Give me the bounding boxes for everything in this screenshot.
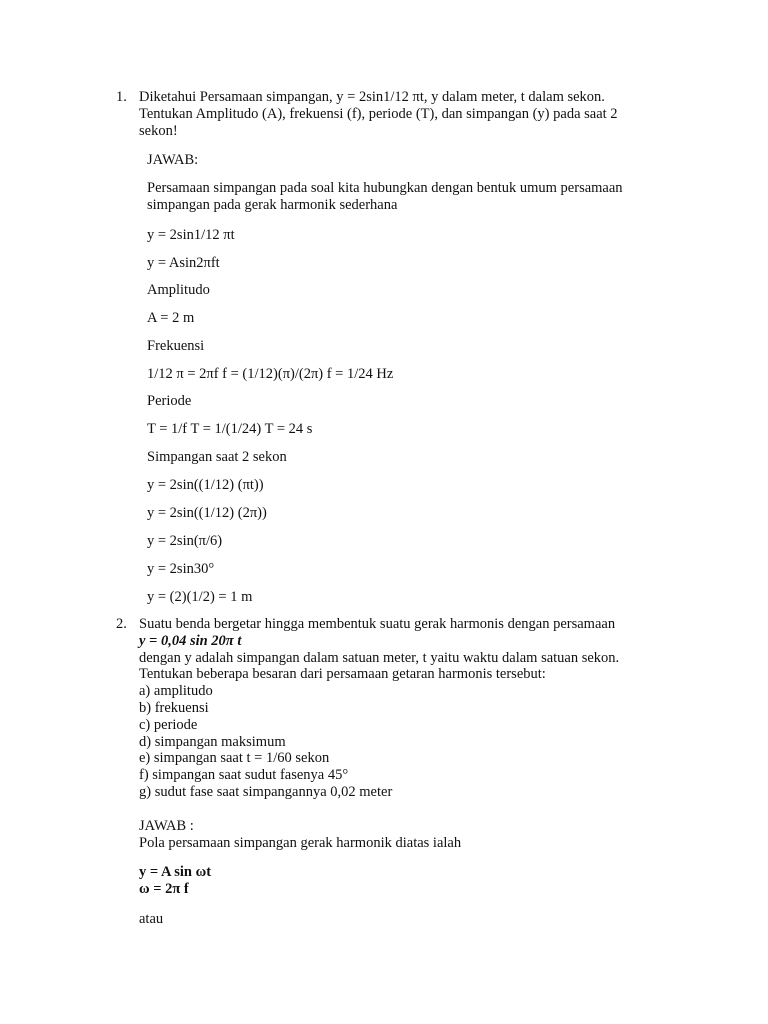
answer-2-formulas	[139, 864, 699, 898]
question-2-text	[139, 616, 699, 801]
question-2-option: d) simpangan maksimum	[139, 733, 286, 750]
answer-1-step: y = 2sin((1/12) (2π))	[147, 505, 267, 521]
answer-2-heading: JAWAB :	[139, 818, 194, 834]
question-1-line: sekon!	[139, 123, 178, 139]
answer-1-step: y = 2sin1/12 πt	[147, 227, 235, 243]
question-2-line: Suatu benda bergetar hingga membentuk suatu gerak harmonis dengan persamaan	[139, 616, 616, 632]
answer-1-step: T = 1/f T = 1/(1/24) T = 24 s	[147, 421, 313, 437]
question-2-option: e) simpangan saat t = 1/60 sekon	[139, 750, 330, 767]
question-2-number: 2.	[116, 616, 127, 632]
question-1-line: Tentukan Amplitudo (A), frekuensi (f), periode (T), dan simpangan (y) pada saat 2	[139, 106, 618, 122]
answer-1-step: y = Asin2πft	[147, 255, 220, 271]
answer-1-step: Amplitudo	[147, 282, 210, 298]
answer-1-step: 1/12 π = 2πf f = (1/12)(π)/(2π) f = 1/24 Hz	[147, 366, 394, 382]
answer-1-intro	[147, 180, 687, 214]
answer-2-formula: ω = 2π f	[139, 880, 189, 897]
answer-1-heading: JAWAB:	[147, 152, 199, 168]
answer-1-intro-line: simpangan pada gerak harmonik sederhana	[147, 197, 398, 213]
answer-2-formula: y = A sin ωt	[139, 864, 212, 880]
answer-1-step: A = 2 m	[147, 310, 195, 326]
answer-1-step: y = 2sin((1/12) (πt))	[147, 477, 264, 493]
question-2-equation: y = 0,04 sin 20π t	[139, 632, 242, 649]
question-1-text	[139, 89, 679, 140]
answer-2-intro: Pola persamaan simpangan gerak harmonik diatas ialah	[139, 834, 462, 851]
question-2-line: Tentukan beberapa besaran dari persamaan getaran harmonis tersebut:	[139, 666, 546, 683]
answer-1-intro-line: Persamaan simpangan pada soal kita hubungkan dengan bentuk umum persamaan	[147, 180, 623, 196]
answer-1-step: Frekuensi	[147, 338, 205, 354]
answer-1-step: y = 2sin30°	[147, 561, 215, 577]
answer-1-step: Periode	[147, 393, 192, 409]
answer-1-step: y = 2sin(π/6)	[147, 533, 223, 549]
question-2-option: b) frekuensi	[139, 699, 209, 716]
answer-1-step: y = (2)(1/2) = 1 m	[147, 589, 253, 605]
answer-1-step: Simpangan saat 2 sekon	[147, 449, 287, 465]
question-2-option: c) periode	[139, 716, 198, 733]
answer-2	[139, 818, 699, 852]
question-2-option: f) simpangan saat sudut fasenya 45°	[139, 767, 349, 784]
question-2-line: dengan y adalah simpangan dalam satuan meter, t yaitu waktu dalam satuan sekon.	[139, 649, 620, 666]
question-1-number: 1.	[116, 89, 127, 105]
question-2-option: a) amplitudo	[139, 683, 213, 700]
question-2-option: g) sudut fase saat simpangannya 0,02 meter	[139, 783, 393, 800]
answer-2-closing: atau	[139, 911, 164, 927]
question-1-line: Diketahui Persamaan simpangan, y = 2sin1/12 πt, y dalam meter, t dalam sekon.	[139, 89, 605, 105]
